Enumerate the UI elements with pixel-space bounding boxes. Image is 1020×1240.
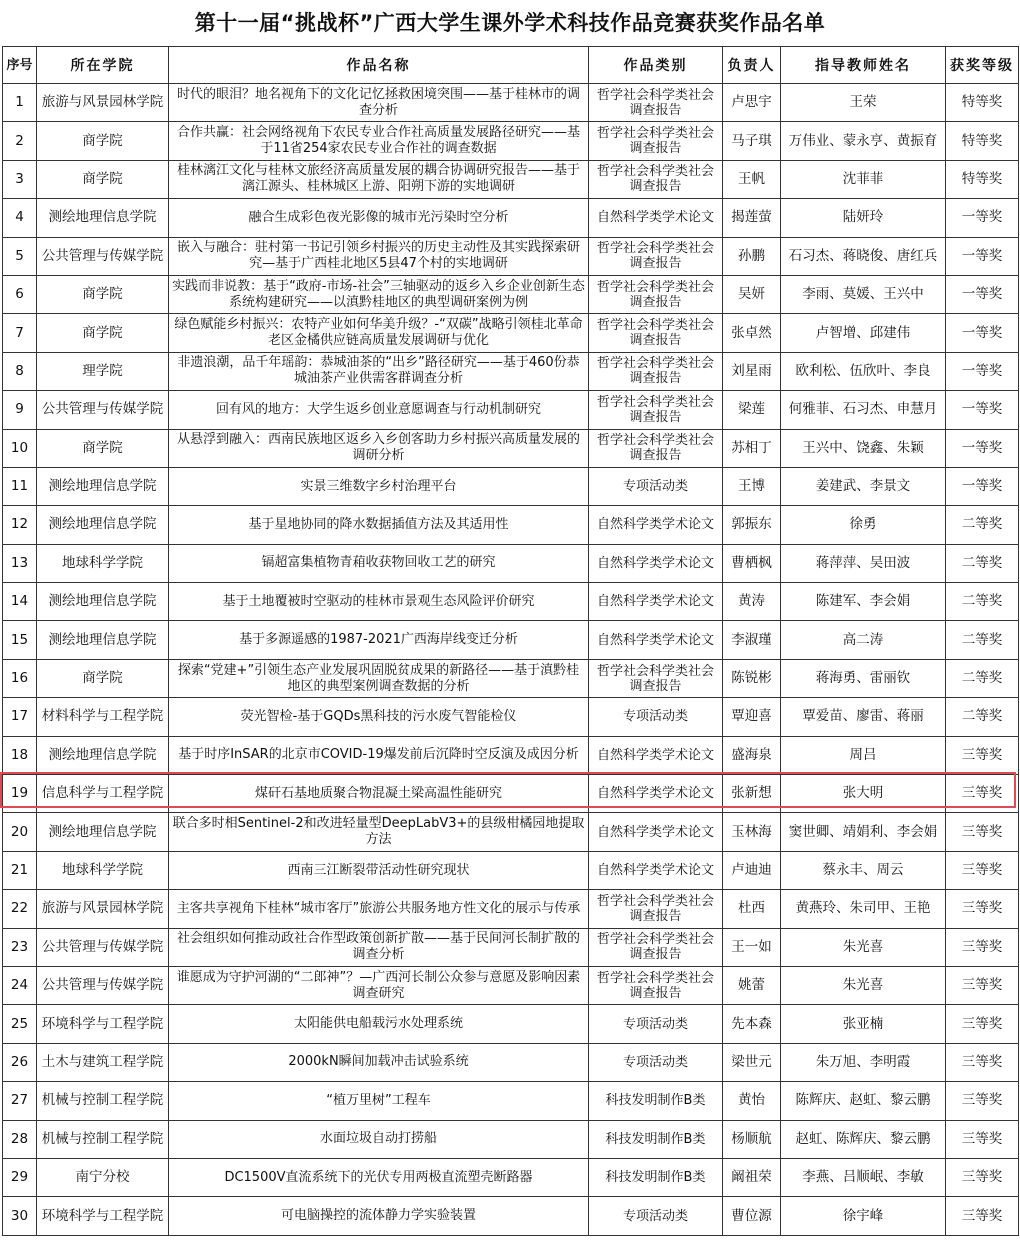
cell-award: 一等奖 <box>946 467 1019 505</box>
cell-category: 自然科学类学术论文 <box>589 813 723 851</box>
cell-award: 三等奖 <box>946 966 1019 1004</box>
cell-advisors: 姜建武、李景文 <box>781 467 946 505</box>
cell-category: 自然科学类学术论文 <box>589 506 723 544</box>
cell-college: 旅游与风景园林学院 <box>37 84 169 122</box>
cell-award: 一等奖 <box>946 237 1019 275</box>
cell-leader: 马子琪 <box>723 122 781 160</box>
cell-no: 3 <box>3 160 37 198</box>
cell-award: 二等奖 <box>946 659 1019 697</box>
cell-leader: 王一如 <box>723 928 781 966</box>
cell-leader: 卢迪迪 <box>723 851 781 889</box>
cell-advisors: 高二涛 <box>781 621 946 659</box>
cell-advisors: 张大明 <box>781 775 946 813</box>
cell-award: 三等奖 <box>946 736 1019 774</box>
cell-college: 地球科学学院 <box>37 851 169 889</box>
cell-name: 镉超富集植物青葙收获物回收工艺的研究 <box>169 544 589 582</box>
table-row <box>3 928 1019 966</box>
cell-award: 二等奖 <box>946 544 1019 582</box>
cell-leader: 王帆 <box>723 160 781 198</box>
table-row <box>3 391 1019 429</box>
cell-no: 7 <box>3 314 37 352</box>
cell-college: 测绘地理信息学院 <box>37 199 169 237</box>
cell-leader: 孙鹏 <box>723 237 781 275</box>
cell-advisors: 朱光喜 <box>781 928 946 966</box>
cell-advisors: 蒋海勇、雷丽钦 <box>781 659 946 697</box>
cell-leader: 杜西 <box>723 890 781 928</box>
cell-college: 材料科学与工程学院 <box>37 698 169 736</box>
cell-leader: 刘星雨 <box>723 352 781 390</box>
cell-leader: 阚祖荣 <box>723 1158 781 1196</box>
cell-leader: 张卓然 <box>723 314 781 352</box>
cell-college: 商学院 <box>37 659 169 697</box>
header-advisors: 指导教师姓名 <box>781 47 946 84</box>
cell-category: 自然科学类学术论文 <box>589 621 723 659</box>
cell-advisors: 周吕 <box>781 736 946 774</box>
cell-category: 自然科学类学术论文 <box>589 544 723 582</box>
cell-no: 23 <box>3 928 37 966</box>
cell-name: 西南三江断裂带活动性研究现状 <box>169 851 589 889</box>
cell-category: 哲学社会科学类社会调查报告 <box>589 928 723 966</box>
cell-category: 哲学社会科学类社会调查报告 <box>589 391 723 429</box>
cell-college: 公共管理与传媒学院 <box>37 928 169 966</box>
cell-no: 21 <box>3 851 37 889</box>
cell-advisors: 蔡永丰、周云 <box>781 851 946 889</box>
cell-leader: 揭莲萤 <box>723 199 781 237</box>
cell-no: 6 <box>3 275 37 313</box>
cell-no: 27 <box>3 1082 37 1120</box>
cell-name: 融合生成彩色夜光影像的城市光污染时空分析 <box>169 199 589 237</box>
cell-no: 17 <box>3 698 37 736</box>
cell-college: 公共管理与传媒学院 <box>37 237 169 275</box>
table-row <box>3 84 1019 122</box>
table-row <box>3 583 1019 621</box>
cell-advisors: 沈菲菲 <box>781 160 946 198</box>
cell-college: 环境科学与工程学院 <box>37 1005 169 1043</box>
cell-no: 13 <box>3 544 37 582</box>
cell-award: 一等奖 <box>946 352 1019 390</box>
cell-advisors: 朱光喜 <box>781 966 946 1004</box>
cell-no: 4 <box>3 199 37 237</box>
cell-college: 公共管理与传媒学院 <box>37 391 169 429</box>
cell-category: 哲学社会科学类社会调查报告 <box>589 966 723 1004</box>
header-no: 序号 <box>3 47 37 84</box>
cell-no: 5 <box>3 237 37 275</box>
cell-leader: 玉林海 <box>723 813 781 851</box>
header-name: 作品名称 <box>169 47 589 84</box>
cell-award: 特等奖 <box>946 122 1019 160</box>
cell-no: 1 <box>3 84 37 122</box>
cell-leader: 黄涛 <box>723 583 781 621</box>
cell-college: 公共管理与传媒学院 <box>37 966 169 1004</box>
cell-category: 哲学社会科学类社会调查报告 <box>589 122 723 160</box>
cell-award: 二等奖 <box>946 583 1019 621</box>
cell-no: 12 <box>3 506 37 544</box>
cell-no: 28 <box>3 1120 37 1158</box>
cell-name: 联合多时相Sentinel-2和改进轻量型DeepLabV3+的县级柑橘园地提取方法 <box>169 813 589 851</box>
table-row <box>3 775 1019 813</box>
cell-category: 科技发明制作B类 <box>589 1082 723 1120</box>
cell-name: 社会组织如何推动政社合作型政策创新扩散——基于民间河长制扩散的调查分析 <box>169 928 589 966</box>
cell-name: 嵌入与融合：驻村第一书记引领乡村振兴的历史主动性及其实践探索研究—基于广西桂北地区5县47个村的实地调研 <box>169 237 589 275</box>
table-row <box>3 237 1019 275</box>
table-row <box>3 467 1019 505</box>
cell-no: 22 <box>3 890 37 928</box>
cell-college: 测绘地理信息学院 <box>37 583 169 621</box>
cell-advisors: 李雨、莫媛、王兴中 <box>781 275 946 313</box>
table-row <box>3 122 1019 160</box>
table-row <box>3 813 1019 851</box>
cell-name: 太阳能供电船载污水处理系统 <box>169 1005 589 1043</box>
cell-name: 基于土地覆被时空驱动的桂林市景观生态风险评价研究 <box>169 583 589 621</box>
cell-award: 三等奖 <box>946 1005 1019 1043</box>
cell-college: 机械与控制工程学院 <box>37 1120 169 1158</box>
table-row <box>3 966 1019 1004</box>
cell-no: 26 <box>3 1043 37 1081</box>
cell-no: 16 <box>3 659 37 697</box>
cell-advisors: 王荣 <box>781 84 946 122</box>
cell-college: 理学院 <box>37 352 169 390</box>
cell-name: 主客共享视角下桂林“城市客厅”旅游公共服务地方性文化的展示与传承 <box>169 890 589 928</box>
cell-advisors: 陆妍玲 <box>781 199 946 237</box>
cell-advisors: 王兴中、饶鑫、朱颖 <box>781 429 946 467</box>
table-body <box>3 84 1019 1236</box>
cell-category: 哲学社会科学类社会调查报告 <box>589 429 723 467</box>
cell-leader: 杨顺航 <box>723 1120 781 1158</box>
cell-name: 2000kN瞬间加载冲击试验系统 <box>169 1043 589 1081</box>
cell-leader: 姚蕾 <box>723 966 781 1004</box>
cell-category: 哲学社会科学类社会调查报告 <box>589 314 723 352</box>
table-row <box>3 1082 1019 1120</box>
cell-name: DC1500V直流系统下的光伏专用两极直流塑壳断路器 <box>169 1158 589 1196</box>
cell-no: 10 <box>3 429 37 467</box>
cell-category: 自然科学类学术论文 <box>589 583 723 621</box>
cell-name: 绿色赋能乡村振兴：农特产业如何华美升级？-“双碳”战略引领桂北革命老区金橘供应链高质量发展调研与优化 <box>169 314 589 352</box>
cell-name: 水面垃圾自动打捞船 <box>169 1120 589 1158</box>
cell-award: 一等奖 <box>946 429 1019 467</box>
cell-advisors: 张亚楠 <box>781 1005 946 1043</box>
cell-award: 三等奖 <box>946 1043 1019 1081</box>
cell-award: 一等奖 <box>946 275 1019 313</box>
cell-leader: 曹位源 <box>723 1197 781 1235</box>
cell-advisors: 徐宇峰 <box>781 1197 946 1235</box>
cell-no: 15 <box>3 621 37 659</box>
table-row <box>3 506 1019 544</box>
cell-award: 三等奖 <box>946 1082 1019 1120</box>
cell-name: 实景三维数字乡村治理平台 <box>169 467 589 505</box>
cell-advisors: 蒋萍萍、吴田波 <box>781 544 946 582</box>
cell-category: 哲学社会科学类社会调查报告 <box>589 160 723 198</box>
cell-leader: 曹栖枫 <box>723 544 781 582</box>
cell-college: 商学院 <box>37 160 169 198</box>
cell-category: 哲学社会科学类社会调查报告 <box>589 84 723 122</box>
cell-college: 信息科学与工程学院 <box>37 775 169 813</box>
cell-award: 三等奖 <box>946 775 1019 813</box>
cell-college: 旅游与风景园林学院 <box>37 890 169 928</box>
cell-category: 哲学社会科学类社会调查报告 <box>589 890 723 928</box>
cell-category: 专项活动类 <box>589 1043 723 1081</box>
cell-award: 三等奖 <box>946 1120 1019 1158</box>
cell-no: 30 <box>3 1197 37 1235</box>
cell-advisors: 覃爱苗、廖雷、蒋丽 <box>781 698 946 736</box>
cell-category: 自然科学类学术论文 <box>589 736 723 774</box>
cell-no: 24 <box>3 966 37 1004</box>
table-row <box>3 429 1019 467</box>
table-row <box>3 544 1019 582</box>
cell-leader: 梁世元 <box>723 1043 781 1081</box>
cell-name: 回有风的地方：大学生返乡创业意愿调查与行动机制研究 <box>169 391 589 429</box>
cell-no: 11 <box>3 467 37 505</box>
cell-category: 自然科学类学术论文 <box>589 851 723 889</box>
cell-leader: 吴妍 <box>723 275 781 313</box>
cell-category: 哲学社会科学类社会调查报告 <box>589 659 723 697</box>
cell-advisors: 石习杰、蒋晓俊、唐红兵 <box>781 237 946 275</box>
cell-name: 可电脑操控的流体静力学实验装置 <box>169 1197 589 1235</box>
cell-advisors: 万伟业、蒙永亨、黄振育 <box>781 122 946 160</box>
cell-award: 一等奖 <box>946 314 1019 352</box>
cell-college: 土木与建筑工程学院 <box>37 1043 169 1081</box>
cell-category: 专项活动类 <box>589 698 723 736</box>
table-row <box>3 1005 1019 1043</box>
cell-category: 哲学社会科学类社会调查报告 <box>589 237 723 275</box>
cell-name: 探索“党建+”引领生态产业发展巩固脱贫成果的新路径——基于滇黔桂地区的典型案例调查数据的分析 <box>169 659 589 697</box>
cell-award: 三等奖 <box>946 813 1019 851</box>
cell-college: 测绘地理信息学院 <box>37 621 169 659</box>
cell-college: 环境科学与工程学院 <box>37 1197 169 1235</box>
cell-no: 2 <box>3 122 37 160</box>
cell-award: 二等奖 <box>946 621 1019 659</box>
cell-leader: 李淑瑾 <box>723 621 781 659</box>
cell-advisors: 黄燕玲、朱司甲、王艳 <box>781 890 946 928</box>
cell-category: 自然科学类学术论文 <box>589 775 723 813</box>
cell-no: 9 <box>3 391 37 429</box>
cell-leader: 卢思宇 <box>723 84 781 122</box>
cell-category: 自然科学类学术论文 <box>589 199 723 237</box>
cell-award: 一等奖 <box>946 199 1019 237</box>
cell-advisors: 陈建军、李会娟 <box>781 583 946 621</box>
cell-award: 三等奖 <box>946 1197 1019 1235</box>
table-header-row <box>3 47 1019 84</box>
cell-award: 二等奖 <box>946 506 1019 544</box>
cell-name: 实践而非说教：基于“政府-市场-社会”三轴驱动的返乡入乡企业创新生态系统构建研究——以滇黔桂地区的典型调研案例为例 <box>169 275 589 313</box>
table-row <box>3 352 1019 390</box>
cell-leader: 陈锐彬 <box>723 659 781 697</box>
cell-no: 19 <box>3 775 37 813</box>
cell-advisors: 窦世卿、靖娟利、李会娟 <box>781 813 946 851</box>
cell-award: 特等奖 <box>946 160 1019 198</box>
cell-name: “植万里树”工程车 <box>169 1082 589 1120</box>
page-title: 第十一届“挑战杯”广西大学生课外学术科技作品竞赛获奖作品名单 <box>194 11 826 35</box>
cell-leader: 张新想 <box>723 775 781 813</box>
table-row <box>3 1120 1019 1158</box>
cell-advisors: 欧利松、伍欣叶、李良 <box>781 352 946 390</box>
cell-award: 三等奖 <box>946 928 1019 966</box>
cell-leader: 苏相丁 <box>723 429 781 467</box>
cell-advisors: 朱万旭、李明霞 <box>781 1043 946 1081</box>
cell-award: 三等奖 <box>946 851 1019 889</box>
table-row <box>3 736 1019 774</box>
cell-no: 18 <box>3 736 37 774</box>
table-row <box>3 698 1019 736</box>
cell-award: 特等奖 <box>946 84 1019 122</box>
cell-leader: 先本森 <box>723 1005 781 1043</box>
table-row <box>3 890 1019 928</box>
header-award: 获奖等级 <box>946 47 1019 84</box>
cell-college: 机械与控制工程学院 <box>37 1082 169 1120</box>
table-row <box>3 275 1019 313</box>
cell-leader: 梁莲 <box>723 391 781 429</box>
cell-name: 非遗浪潮，品千年瑶韵：恭城油茶的“出乡”路径研究——基于460份恭城油茶产业供需客群调查分析 <box>169 352 589 390</box>
cell-category: 科技发明制作B类 <box>589 1120 723 1158</box>
cell-advisors: 李燕、吕顺岷、李敏 <box>781 1158 946 1196</box>
cell-name: 基于时序InSAR的北京市COVID-19爆发前后沉降时空反演及成因分析 <box>169 736 589 774</box>
cell-advisors: 陈辉庆、赵虹、黎云鹏 <box>781 1082 946 1120</box>
cell-advisors: 徐勇 <box>781 506 946 544</box>
cell-name: 煤矸石基地质聚合物混凝土梁高温性能研究 <box>169 775 589 813</box>
cell-college: 测绘地理信息学院 <box>37 813 169 851</box>
header-category: 作品类别 <box>589 47 723 84</box>
cell-name: 桂林漓江文化与桂林文旅经济高质量发展的耦合协调研究报告——基于漓江源头、桂林城区上游、阳朔下游的实地调研 <box>169 160 589 198</box>
table-row <box>3 199 1019 237</box>
table-row <box>3 1158 1019 1196</box>
cell-leader: 覃迎喜 <box>723 698 781 736</box>
cell-college: 测绘地理信息学院 <box>37 506 169 544</box>
cell-no: 14 <box>3 583 37 621</box>
table-row <box>3 621 1019 659</box>
cell-leader: 黄怡 <box>723 1082 781 1120</box>
header-leader: 负责人 <box>723 47 781 84</box>
cell-no: 29 <box>3 1158 37 1196</box>
cell-category: 哲学社会科学类社会调查报告 <box>589 352 723 390</box>
cell-advisors: 卢智增、邱建伟 <box>781 314 946 352</box>
cell-category: 哲学社会科学类社会调查报告 <box>589 275 723 313</box>
cell-category: 专项活动类 <box>589 1005 723 1043</box>
cell-category: 科技发明制作B类 <box>589 1158 723 1196</box>
award-table <box>2 46 1019 1236</box>
cell-college: 测绘地理信息学院 <box>37 467 169 505</box>
cell-name: 合作共赢：社会网络视角下农民专业合作社高质量发展路径研究——基于11省254家农民专业合作社的调查数据 <box>169 122 589 160</box>
cell-leader: 盛海泉 <box>723 736 781 774</box>
table-row <box>3 1197 1019 1235</box>
cell-award: 二等奖 <box>946 698 1019 736</box>
cell-college: 商学院 <box>37 275 169 313</box>
cell-no: 8 <box>3 352 37 390</box>
cell-college: 商学院 <box>37 122 169 160</box>
cell-category: 专项活动类 <box>589 467 723 505</box>
cell-award: 三等奖 <box>946 1158 1019 1196</box>
cell-college: 地球科学学院 <box>37 544 169 582</box>
cell-advisors: 赵虹、陈辉庆、黎云鹏 <box>781 1120 946 1158</box>
cell-college: 测绘地理信息学院 <box>37 736 169 774</box>
table-row <box>3 659 1019 697</box>
cell-name: 荧光智检-基于GQDs黑科技的污水废气智能检仪 <box>169 698 589 736</box>
cell-category: 专项活动类 <box>589 1197 723 1235</box>
cell-college: 南宁分校 <box>37 1158 169 1196</box>
cell-no: 20 <box>3 813 37 851</box>
cell-name: 时代的眼泪？地名视角下的文化记忆拯救困境突围——基于桂林市的调查分析 <box>169 84 589 122</box>
cell-name: 基于多源遥感的1987-2021广西海岸线变迁分析 <box>169 621 589 659</box>
cell-advisors: 何雅菲、石习杰、申慧月 <box>781 391 946 429</box>
table-row <box>3 1043 1019 1081</box>
cell-leader: 郭振东 <box>723 506 781 544</box>
table-row <box>3 160 1019 198</box>
header-college: 所在学院 <box>37 47 169 84</box>
table-row <box>3 314 1019 352</box>
cell-college: 商学院 <box>37 429 169 467</box>
cell-award: 一等奖 <box>946 391 1019 429</box>
cell-leader: 王博 <box>723 467 781 505</box>
cell-name: 从悬浮到融入：西南民族地区返乡入乡创客助力乡村振兴高质量发展的调研分析 <box>169 429 589 467</box>
cell-name: 谁愿成为守护河湖的“二郎神”？—广西河长制公众参与意愿及影响因素调查研究 <box>169 966 589 1004</box>
table-row <box>3 851 1019 889</box>
cell-college: 商学院 <box>37 314 169 352</box>
cell-no: 25 <box>3 1005 37 1043</box>
cell-name: 基于星地协同的降水数据插值方法及其适用性 <box>169 506 589 544</box>
cell-award: 三等奖 <box>946 890 1019 928</box>
